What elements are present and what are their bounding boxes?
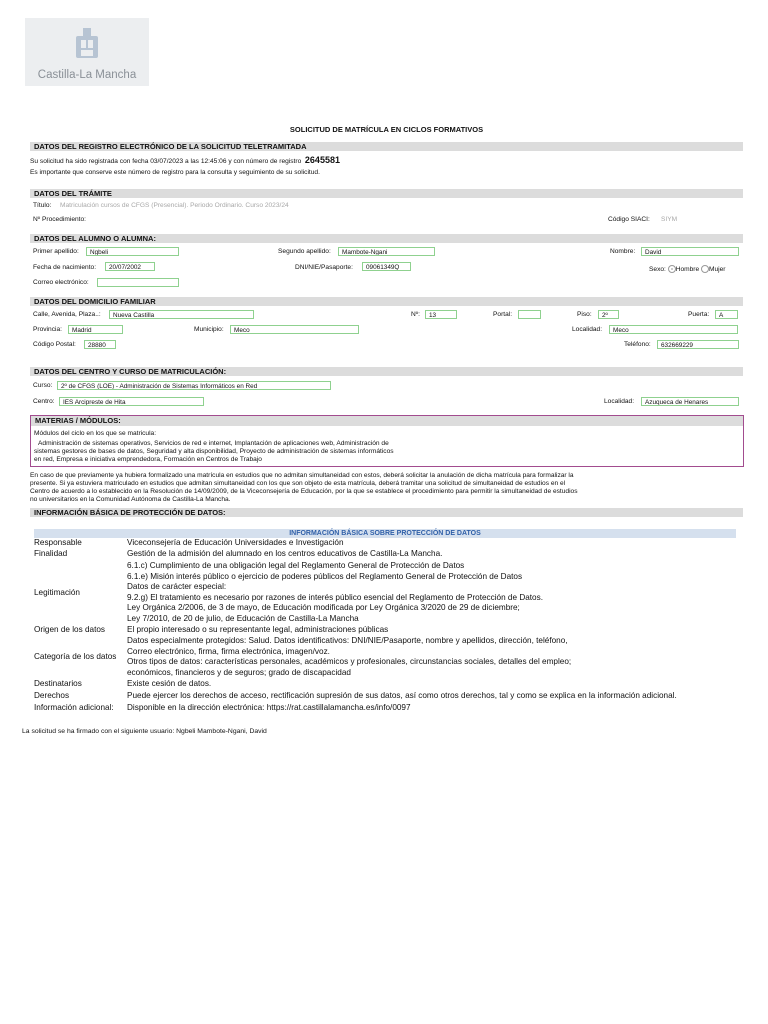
pd-line: Otros tipos de datos: características personales, académicos y profesionales, circunstancias sociales, detalles del empleo;: [127, 657, 572, 666]
piso-label: Piso:: [577, 311, 592, 318]
pd-line: económicos, financieros y de seguros; grado de discapacidad: [127, 667, 351, 677]
codigo-postal-label: Código Postal:: [33, 341, 76, 348]
pd-line: Ley Orgánica 2/2006, de 3 de mayo, de Educación modificada por Ley Orgánica 3/2020 de 29 de diciembre;: [127, 603, 520, 612]
sexo-label: Sexo:: [649, 265, 666, 273]
materias-line: sistemas gestores de bases de datos, Seguridad y alta disponibilidad, Proyecto de administración de sistemas informáticos: [34, 448, 394, 455]
section-header-tramite: DATOS DEL TRÁMITE: [30, 189, 743, 198]
centro-localidad-label: Localidad:: [604, 398, 635, 405]
telefono-field[interactable]: 632669229: [657, 340, 739, 349]
fecha-nacimiento-label: Fecha de nacimiento:: [33, 264, 97, 271]
hombre-radio[interactable]: [668, 265, 676, 273]
centro-field[interactable]: IES Arcipreste de Hita: [59, 397, 204, 406]
provincia-label: Provincia:: [33, 326, 62, 333]
pd-line: Ley 7/2010, de 20 de julio, de Educación de Castilla-La Mancha: [127, 613, 359, 623]
pd-line: 6.1.e) Misión interés público o ejercicio de poderes públicos del Reglamento General de Protección de Datos: [127, 571, 523, 581]
pd-line: Datos de carácter especial:: [127, 582, 227, 591]
aviso-paragraph: [30, 472, 744, 504]
pd-line: Correo electrónico, firma, firma electrónica, imagen/voz.: [127, 646, 330, 656]
pd-label-info-adicional: Información adicional:: [34, 703, 114, 712]
dni-field[interactable]: 09061349Q: [362, 262, 411, 271]
telefono-label: Teléfono:: [624, 341, 651, 348]
aviso-line: presente. Si ya estuviera matriculado en estudios que admitan simultaneidad con los que son objeto de esta matrícula, deberá tramitar una solicitud de simultaneidad de estudios en el: [30, 480, 566, 487]
pd-label-finalidad: Finalidad: [34, 549, 68, 558]
registro-line1: Su solicitud ha sido registrada con fecha 03/07/2023 a las 12:45:06 y con número de registro 2645581: [30, 155, 340, 165]
pd-line: 9.2.g) El tratamiento es necesario por razones de interés público esencial del Reglamento de Protección de Datos.: [127, 592, 543, 602]
pd-value-categoria: [127, 636, 571, 678]
segundo-apellido-field[interactable]: Mambote-Ngani: [338, 247, 435, 256]
section-header-proteccion: INFORMACIÓN BÁSICA DE PROTECCIÓN DE DATOS:: [30, 508, 743, 517]
materias-box: [30, 415, 744, 467]
pd-value-origen: El propio interesado o su representante legal, administraciones públicas: [127, 625, 389, 634]
codigo-postal-field[interactable]: 28880: [84, 340, 116, 349]
registro-number: 2645581: [304, 155, 340, 165]
nombre-label: Nombre:: [610, 248, 636, 255]
materias-intro: Módulos del ciclo en los que se matricula:: [34, 430, 157, 437]
puerta-label: Puerta:: [688, 311, 710, 318]
aviso-line: no universitarios en la Comunidad Autónoma de Castilla-La Mancha.: [30, 496, 231, 503]
localidad-field[interactable]: Meco: [609, 325, 738, 334]
pd-line: 6.1.c) Cumplimiento de una obligación legal del Reglamento General de Protección de Datos: [127, 561, 465, 570]
curso-field[interactable]: 2º de CFGS (LOE) - Administración de Sistemas Informáticos en Red: [57, 381, 331, 390]
pd-label-destinatarios: Destinatarios: [34, 679, 82, 688]
centro-label: Centro:: [33, 398, 55, 405]
materias-list: [34, 440, 394, 464]
siaci-label: Código SIACI:: [608, 216, 650, 223]
castilla-la-mancha-logo: [25, 18, 149, 86]
procedimiento-label: Nº Procedimiento:: [33, 216, 86, 223]
curso-label: Curso:: [33, 382, 53, 389]
pd-value-info-adicional: Disponible en la dirección electrónica: https://rat.castillalamancha.es/info/0097: [127, 703, 411, 712]
fecha-nacimiento-field[interactable]: 20/07/2002: [105, 262, 155, 271]
aviso-line: En caso de que previamente ya hubiera formalizado una matrícula en estudios que no admitan simultaneidad con estos, deberá solicitar la anulación de dicha matrícula para formalizar la: [30, 472, 574, 479]
portal-field[interactable]: [518, 310, 541, 319]
hombre-label: Hombre: [675, 265, 700, 273]
siaci-value: SIYM: [661, 216, 678, 223]
pd-label-derechos: Derechos: [34, 691, 70, 700]
logo-text: Castilla-La Mancha: [37, 69, 137, 81]
primer-apellido-field[interactable]: Ngbeli: [86, 247, 179, 256]
nombre-field[interactable]: David: [641, 247, 739, 256]
registro-line2: Es importante que conserve este número de registro para la consulta y seguimiento de su solicitud.: [30, 169, 320, 176]
numero-field[interactable]: 13: [425, 310, 457, 319]
municipio-field[interactable]: Meco: [230, 325, 359, 334]
materias-line: Administración de sistemas operativos, Servicios de red e internet, Implantación de aplicaciones web, Administración de: [38, 440, 389, 447]
titulo-label: Título:: [33, 202, 52, 209]
aviso-line: Centro de acuerdo a lo establecido en la Resolución de 14/09/2009, de la Viceconsejería de Educación, por la que se establece el procedimiento para permitir la simultaneidad de estudios: [30, 488, 578, 495]
correo-field[interactable]: [97, 278, 179, 287]
pd-label-responsable: Responsable: [34, 538, 82, 547]
proteccion-table-header: INFORMACIÓN BÁSICA SOBRE PROTECCIÓN DE DATOS: [34, 529, 736, 538]
calle-field[interactable]: Nueva Castilla: [109, 310, 254, 319]
materias-line: en red, Empresa e iniciativa emprendedora, Formación en Centros de Trabajo: [34, 456, 262, 463]
document-title: SOLICITUD DE MATRÍCULA EN CICLOS FORMATIVOS: [289, 125, 484, 134]
centro-localidad-field[interactable]: Azuqueca de Henares: [641, 397, 739, 406]
correo-label: Correo electrónico:: [33, 279, 89, 286]
titulo-value: Matriculación cursos de CFGS (Presencial). Periodo Ordinario. Curso 2023/24: [60, 202, 289, 209]
dni-label: DNI/NIE/Pasaporte:: [295, 264, 353, 271]
section-header-alumno: DATOS DEL ALUMNO O ALUMNA:: [30, 234, 743, 243]
numero-label: Nº:: [411, 311, 421, 318]
localidad-label: Localidad:: [572, 326, 603, 333]
provincia-field[interactable]: Madrid: [68, 325, 123, 334]
pd-line: Datos especialmente protegidos: Salud. Datos identificativos: DNI/NIE/Pasaporte, nombre y apellidos, dirección, teléfono,: [127, 636, 568, 645]
pd-value-responsable: Viceconsejería de Educación Universidades e Investigación: [127, 538, 344, 547]
pd-value-finalidad: Gestión de la admisión del alumnado en los centros educativos de Castilla-La Mancha.: [127, 549, 443, 558]
sexo-group: [649, 265, 726, 274]
municipio-label: Municipio:: [194, 326, 224, 333]
pd-label-origen: Origen de los datos: [34, 625, 106, 634]
section-header-registro: DATOS DEL REGISTRO ELECTRÓNICO DE LA SOLICITUD TELETRAMITADA: [30, 142, 743, 151]
coat-of-arms-icon: [71, 26, 103, 62]
mujer-radio[interactable]: [701, 265, 709, 273]
pd-value-destinatarios: Existe cesión de datos.: [127, 679, 212, 688]
section-header-materias: MATERIAS / MÓDULOS:: [31, 416, 743, 426]
mujer-label: Mujer: [709, 265, 726, 273]
portal-label: Portal:: [493, 311, 513, 318]
section-header-centro: DATOS DEL CENTRO Y CURSO DE MATRICULACIÓN:: [30, 367, 743, 376]
primer-apellido-label: Primer apellido:: [33, 248, 79, 255]
section-header-domicilio: DATOS DEL DOMICILIO FAMILIAR: [30, 297, 743, 306]
piso-field[interactable]: 2º: [598, 310, 619, 319]
calle-label: Calle, Avenida, Plaza..:: [33, 311, 101, 318]
firma-line: La solicitud se ha firmado con el siguiente usuario: Ngbeli Mambote-Ngani, David: [22, 728, 267, 735]
pd-value-legitimacion: [127, 561, 543, 624]
pd-value-derechos: Puede ejercer los derechos de acceso, rectificación supresión de sus datos, así como otros derechos, tal y como se explica en la información adicional.: [127, 691, 677, 700]
segundo-apellido-label: Segundo apellido:: [278, 248, 331, 255]
pd-label-legitimacion: Legitimación: [34, 588, 80, 597]
pd-label-categoria: Categoría de los datos: [34, 652, 117, 661]
puerta-field[interactable]: A: [715, 310, 738, 319]
